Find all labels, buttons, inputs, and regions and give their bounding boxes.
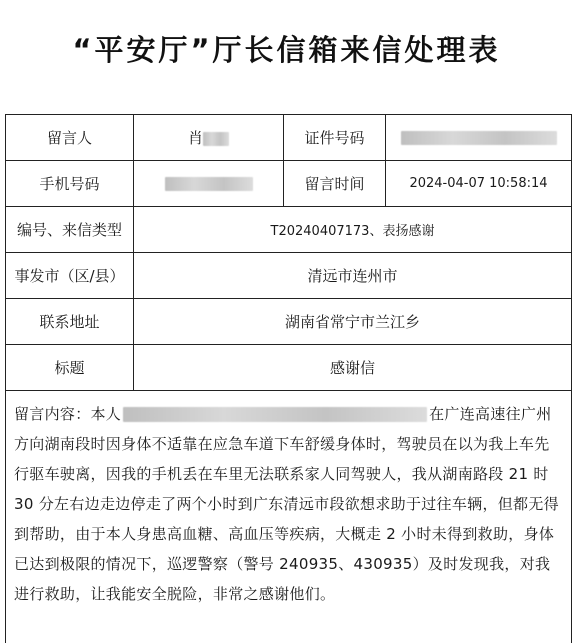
city-label: 事发市（区/县） xyxy=(6,253,134,299)
message-body: 在广连高速往广州方向湖南段时因身体不适靠在应急车道下车舒缓身体时，驾驶员在以为我上车先行驱车驶离，因我的手机丢在车里无法联系家人同驾驶人，我从湖南路段 21 时 30 分左右边走边停走了两个小时到广东清远市段欲想求助于过往车辆，但都无得到帮助，由于本人身患高血糖、高血压等疾病，大概走 2 小时未得到救助，身体已达到极限的情况下，巡逻警察（警号 240935、430935）及时发现我，对我进行救助，让我能安全脱险，非常之感谢他们。 xyxy=(14,405,559,603)
row-address xyxy=(6,299,572,345)
message-content xyxy=(6,391,572,643)
subject-value: 感谢信 xyxy=(134,345,572,391)
phone-value-cell xyxy=(134,161,284,207)
redacted-phone-block xyxy=(165,177,253,191)
row-city xyxy=(6,253,572,299)
address-value: 湖南省常宁市兰江乡 xyxy=(134,299,572,345)
address-label: 联系地址 xyxy=(6,299,134,345)
number-value: T20240407173、表扬感谢 xyxy=(134,207,572,253)
page-title: “平安厅”厅长信箱来信处理表 xyxy=(72,33,501,67)
row-sender xyxy=(6,115,572,161)
number-label: 编号、来信类型 xyxy=(6,207,134,253)
sender-name-cell xyxy=(134,115,284,161)
sender-name: 肖 xyxy=(187,129,203,147)
redacted-message-block xyxy=(123,407,427,422)
time-value: 2024-04-07 10:58:14 xyxy=(386,161,572,207)
message-prefix: 留言内容：本人 xyxy=(14,405,122,423)
letter-form-table xyxy=(5,114,572,643)
time-label: 留言时间 xyxy=(284,161,386,207)
row-number xyxy=(6,207,572,253)
redacted-name-block xyxy=(203,132,229,146)
row-subject xyxy=(6,345,572,391)
redacted-id-block xyxy=(401,131,557,145)
sender-label: 留言人 xyxy=(6,115,134,161)
row-phone xyxy=(6,161,572,207)
id-label: 证件号码 xyxy=(284,115,386,161)
phone-label: 手机号码 xyxy=(6,161,134,207)
id-value-cell xyxy=(386,115,572,161)
row-message xyxy=(6,391,572,643)
subject-label: 标题 xyxy=(6,345,134,391)
city-value: 清远市连州市 xyxy=(134,253,572,299)
